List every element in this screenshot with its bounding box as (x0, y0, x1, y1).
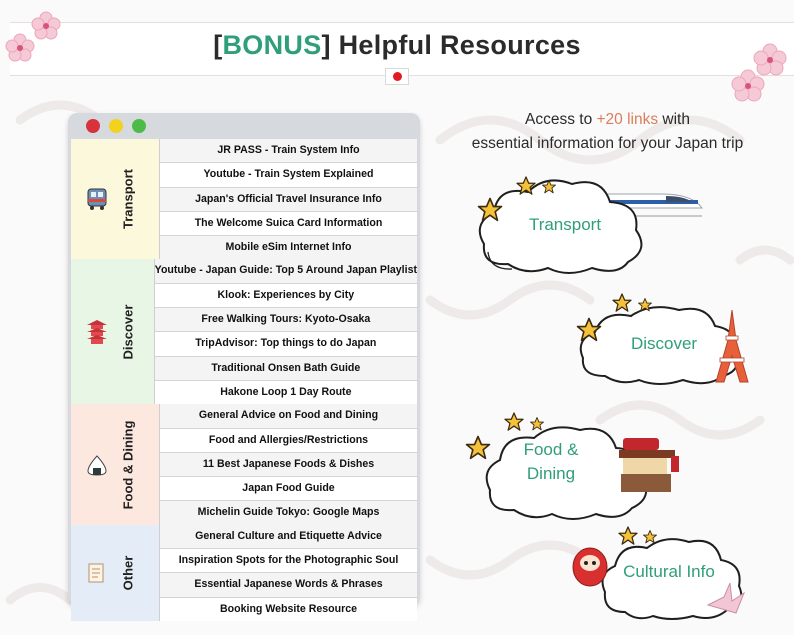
category-cell (71, 259, 155, 404)
window-maximize-button[interactable] (132, 119, 146, 133)
link-list (160, 404, 417, 524)
cloud-label-discover: Discover (630, 334, 698, 353)
page-title: [BONUS] Helpful Resources (213, 30, 581, 60)
category-label: Other (120, 555, 136, 591)
resource-link[interactable]: Japan's Official Travel Insurance Info (160, 188, 417, 212)
resource-link[interactable]: JR PASS - Train System Info (160, 139, 417, 163)
category-cell (71, 139, 160, 259)
japan-flag-icon (385, 68, 409, 85)
window-close-button[interactable] (86, 119, 100, 133)
resource-link[interactable]: Japan Food Guide (160, 477, 417, 501)
resource-link[interactable]: General Advice on Food and Dining (160, 404, 417, 428)
resource-link[interactable]: General Culture and Etiquette Advice (160, 525, 417, 549)
resource-link[interactable]: Youtube - Japan Guide: Top 5 Around Japan Playlist (155, 259, 417, 283)
food-stall-icon (615, 436, 683, 494)
resources-table-window (68, 113, 420, 615)
section-food-dining (71, 404, 417, 524)
cherry-blossom-icon (728, 42, 792, 106)
category-label: Discover (120, 304, 136, 360)
resource-link[interactable]: Essential Japanese Words & Phrases (160, 573, 417, 597)
tokyo-tower-icon (712, 310, 752, 384)
section-discover (71, 259, 417, 404)
resource-link[interactable]: Youtube - Train System Explained (160, 163, 417, 187)
resource-link[interactable]: Michelin Guide Tokyo: Google Maps (160, 501, 417, 524)
pagoda-icon (86, 319, 108, 345)
cherry-blossom-icon (2, 8, 64, 66)
resource-link[interactable]: Free Walking Tours: Kyoto-Osaka (155, 308, 417, 332)
onigiri-icon (86, 454, 108, 476)
resource-link[interactable]: TripAdvisor: Top things to do Japan (155, 332, 417, 356)
resource-link[interactable]: Mobile eSim Internet Info (160, 236, 417, 259)
section-other (71, 525, 417, 621)
cloud-label-cultural-info: Cultural Info (623, 562, 715, 581)
link-list (160, 139, 417, 259)
daruma-icon (571, 545, 609, 587)
intro-text: Access to +20 links with essential information for your Japan trip (471, 111, 744, 152)
category-cell (71, 525, 160, 621)
resource-link[interactable]: Inspiration Spots for the Photographic Soul (160, 549, 417, 573)
document-icon (86, 562, 106, 584)
resource-link[interactable]: Klook: Experiences by City (155, 284, 417, 308)
resource-link[interactable]: Traditional Onsen Bath Guide (155, 357, 417, 381)
link-list (160, 525, 417, 621)
resource-link[interactable]: 11 Best Japanese Foods & Dishes (160, 453, 417, 477)
train-icon (86, 187, 108, 211)
resource-link[interactable]: Hakone Loop 1 Day Route (155, 381, 417, 404)
cloud-label-food-dining: Food & Dining (523, 440, 579, 483)
category-label: Transport (120, 169, 136, 230)
link-list (155, 259, 417, 404)
resource-link[interactable]: Booking Website Resource (160, 598, 417, 621)
category-cell (71, 404, 160, 524)
category-label: Food & Dining (120, 420, 136, 509)
resources-table (71, 139, 417, 621)
origami-crane-icon (706, 583, 746, 619)
section-transport (71, 139, 417, 259)
cloud-label-transport: Transport (528, 215, 602, 234)
resource-link[interactable]: The Welcome Suica Card Information (160, 212, 417, 236)
resource-link[interactable]: Food and Allergies/Restrictions (160, 429, 417, 453)
window-minimize-button[interactable] (109, 119, 123, 133)
